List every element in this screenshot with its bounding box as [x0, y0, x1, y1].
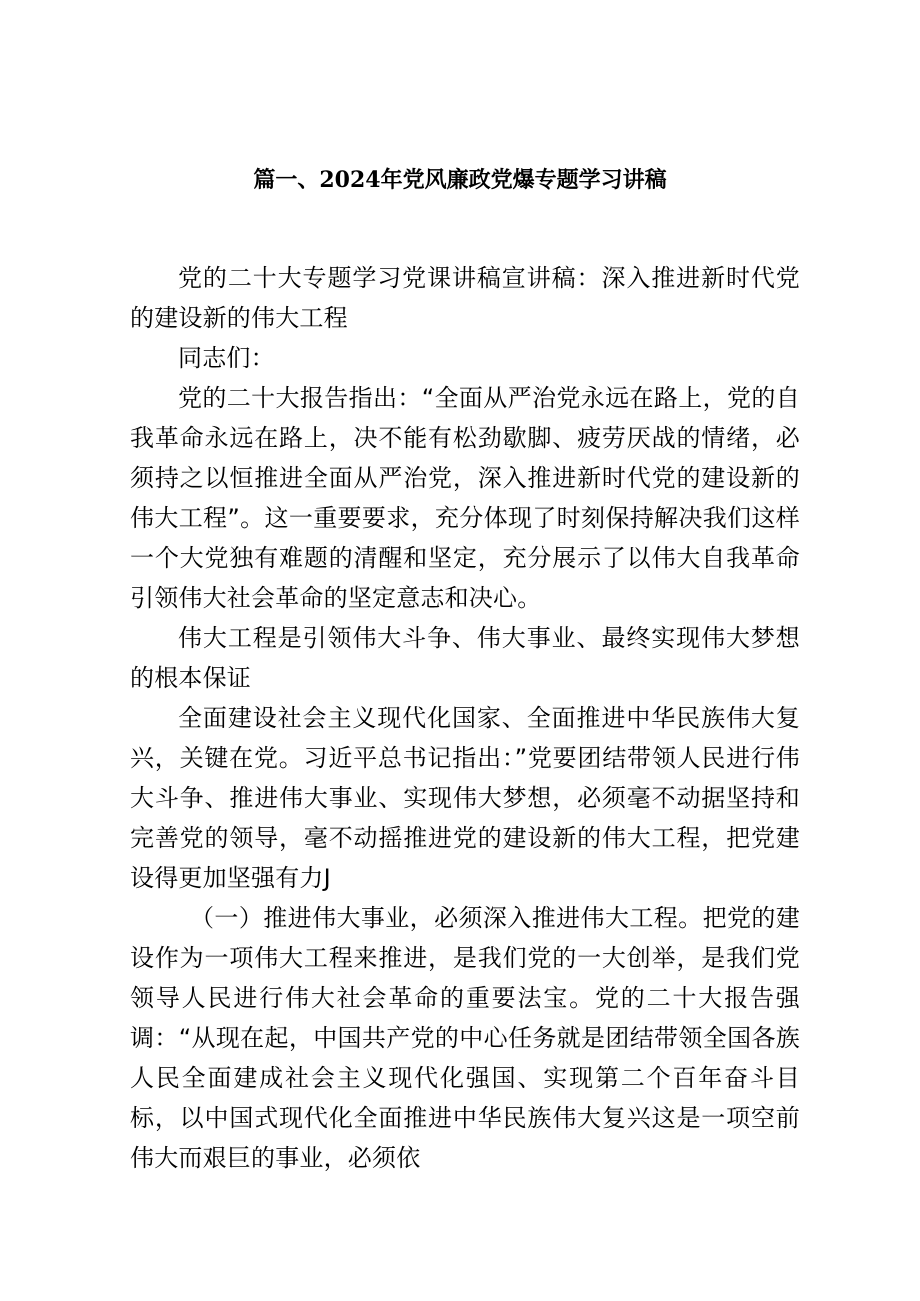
paragraph-lecture-heading: 党的二十大专题学习党课讲稿宣讲稿：深入推进新时代党的建设新的伟大工程: [130, 264, 800, 332]
document-title: 篇一、2024年党风廉政党爆专题学习讲稿: [253, 167, 667, 193]
paragraph-point-one: （一）推进伟大事业，必须深入推进伟大工程。把党的建设作为一项伟大工程来推进，是我们党的一大创举，是我们党领导人民进行伟大社会革命的重要法宝。党的二十大报告强调：“从现在起，中国共产党的中心任务就是团结带领全国各族人民全面建成社会主义现代化强国、实现第二个百年奋斗目标，以中国式现代化全面推进中华民族伟大复兴这是一项空前伟大而艰巨的事业，必须依: [130, 904, 800, 1172]
paragraph-salutation: 同志们：: [178, 344, 275, 372]
paragraph-section-heading: 伟大工程是引领伟大斗争、伟大事业、最终实现伟大梦想的根本保证: [130, 624, 800, 692]
paragraph-report-quote: 党的二十大报告指出：“全面从严治党永远在路上，党的自我革命永远在路上，决不能有松劲歇脚、疲劳厌战的情绪，必须持之以恒推进全面从严治党，深入推进新时代党的建设新的伟大工程”。这一重要要求，充分体现了时刻保持解决我们这样一个大党独有难题的清醒和坚定，充分展示了以伟大自我革命引领伟大社会革命的坚定意志和决心。: [130, 384, 800, 612]
paragraph-key-in-party: 全面建设社会主义现代化国家、全面推进中华民族伟大复兴，关键在党。习近平总书记指出：”党要团结带领人民进行伟大斗争、推进伟大事业、实现伟大梦想，必须毫不动据坚持和完善党的领导，毫不动摇推进党的建设新的伟大工程，把党建设得更加坚强有力J: [130, 704, 800, 892]
document-body: [130, 258, 800, 1178]
